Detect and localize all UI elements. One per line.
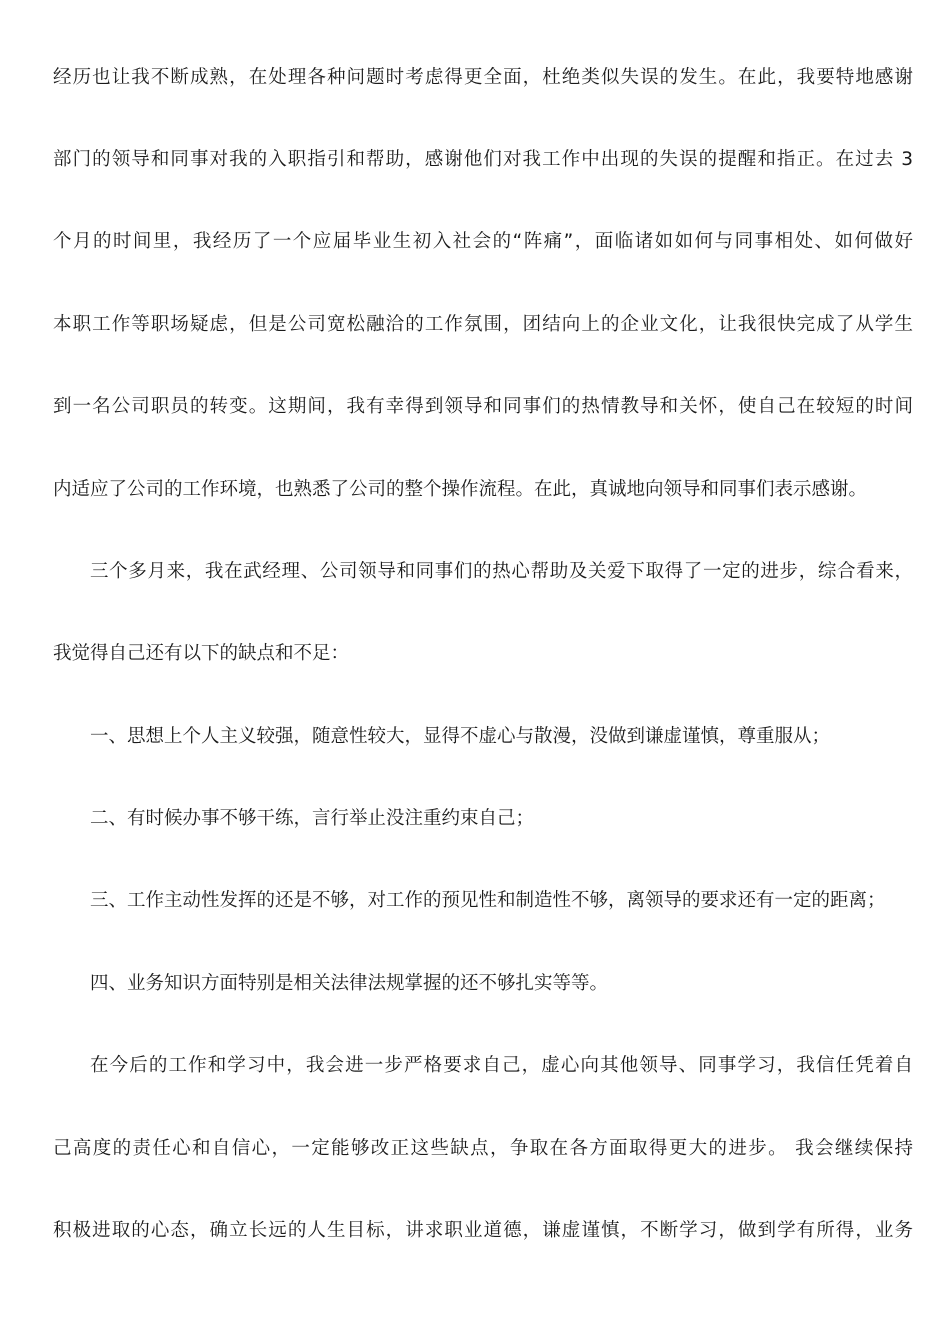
text-line: 经历也让我不断成熟，在处理各种问题时考虑得更全面，杜绝类似失误的发生。在此，我要特地感谢 xyxy=(53,67,913,88)
text-line: 己高度的责任心和自信心，一定能够改正这些缺点，争取在各方面取得更大的进步。 我会继续保持 xyxy=(53,1138,913,1159)
text-line: 部门的领导和同事对我的入职指引和帮助，感谢他们对我工作中出现的失误的提醒和指正。在过去 3 xyxy=(53,149,913,170)
list-item: 二、有时候办事不够干练，言行举止没注重约束自己； xyxy=(90,808,535,829)
list-item: 三、工作主动性发挥的还是不够，对工作的预见性和制造性不够，离领导的要求还有一定的距离； xyxy=(90,890,886,911)
text-line: 到一名公司职员的转变。这期间，我有幸得到领导和同事们的热情教导和关怀，使自己在较短的时间 xyxy=(53,396,913,417)
text-line: 我觉得自己还有以下的缺点和不足： xyxy=(53,643,350,664)
paragraph-first-line: 在今后的工作和学习中，我会进一步严格要求自己，虚心向其他领导、同事学习，我信任凭着自 xyxy=(90,1055,913,1076)
text-line: 本职工作等职场疑虑，但是公司宽松融洽的工作氛围，团结向上的企业文化，让我很快完成了从学生 xyxy=(53,314,913,335)
text-line: 积极进取的心态，确立长远的人生目标，讲求职业道德，谦虚谨慎，不断学习，做到学有所得，业务 xyxy=(53,1220,913,1241)
list-item: 四、业务知识方面特别是相关法律法规掌握的还不够扎实等等。 xyxy=(90,973,609,994)
text-line: 个月的时间里，我经历了一个应届毕业生初入社会的“阵痛”，面临诸如如何与同事相处、如何做好 xyxy=(53,231,913,252)
paragraph-first-line: 三个多月来，我在武经理、公司领导和同事们的热心帮助及关爱下取得了一定的进步，综合看来， xyxy=(90,561,913,582)
text-line: 内适应了公司的工作环境，也熟悉了公司的整个操作流程。在此，真诚地向领导和同事们表示感谢。 xyxy=(53,479,868,500)
list-item: 一、思想上个人主义较强，随意性较大，显得不虚心与散漫，没做到谦虚谨慎，尊重服从； xyxy=(90,726,831,747)
